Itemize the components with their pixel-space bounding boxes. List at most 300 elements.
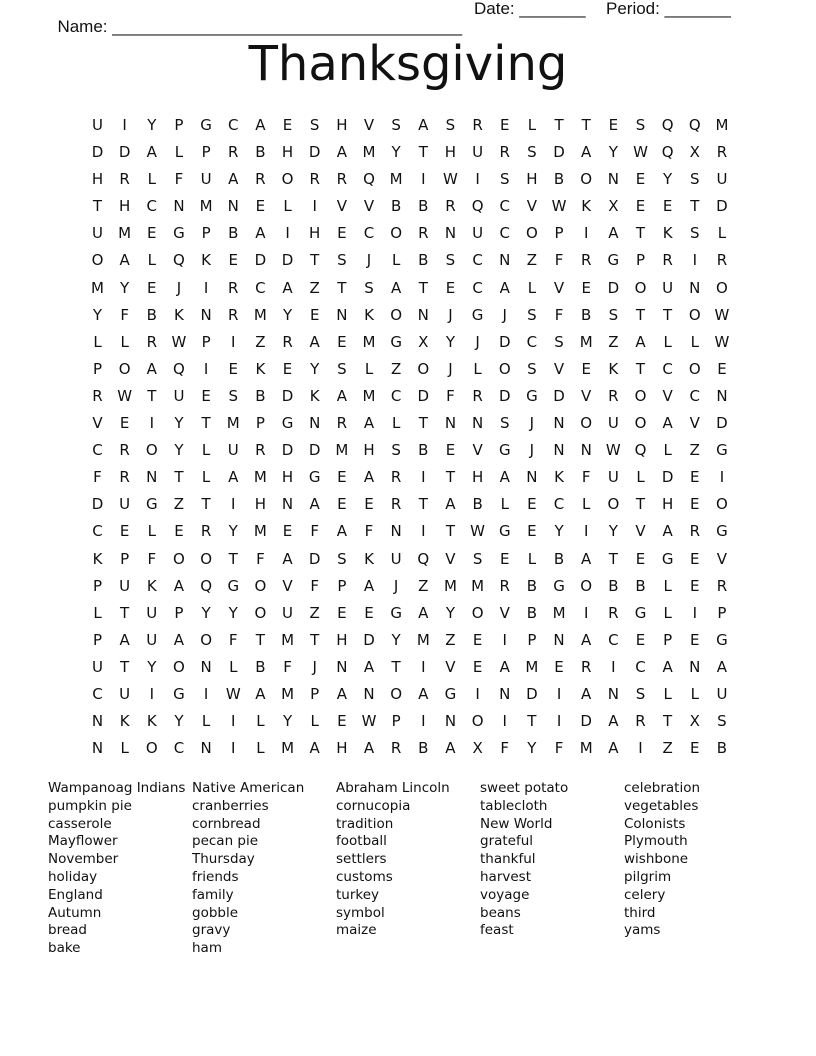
grid-letter[interactable]: B [418, 197, 429, 216]
grid-letter[interactable]: B [526, 603, 538, 622]
grid-letter[interactable]: T [690, 197, 700, 216]
grid-letter[interactable]: D [716, 197, 728, 216]
grid-letter[interactable]: N [146, 468, 158, 487]
grid-letter[interactable]: N [444, 712, 457, 731]
grid-letter[interactable]: R [228, 143, 239, 162]
grid-letter[interactable]: R [418, 224, 429, 243]
grid-letter[interactable]: K [364, 549, 374, 568]
grid-letter[interactable]: Z [526, 251, 538, 270]
grid-letter[interactable]: O [471, 712, 484, 731]
grid-letter[interactable]: M [362, 386, 376, 405]
grid-letter[interactable]: E [500, 116, 510, 134]
grid-letter[interactable]: I [421, 522, 426, 541]
grid-letter[interactable]: A [336, 684, 347, 703]
grid-letter[interactable]: O [607, 495, 620, 514]
grid-letter[interactable]: I [231, 332, 236, 351]
grid-letter[interactable]: O [390, 224, 403, 243]
grid-letter[interactable]: S [608, 305, 619, 324]
grid-letter[interactable]: O [634, 414, 647, 433]
grid-letter[interactable]: F [554, 739, 564, 758]
grid-letter[interactable]: E [337, 224, 347, 243]
grid-letter[interactable]: F [446, 386, 455, 405]
grid-letter[interactable]: E [445, 441, 456, 460]
grid-letter[interactable]: D [91, 495, 104, 514]
grid-letter[interactable]: S [337, 359, 347, 378]
grid-letter[interactable]: U [119, 495, 131, 514]
grid-letter[interactable]: Q [173, 251, 185, 270]
grid-letter[interactable]: H [119, 197, 131, 216]
grid-letter[interactable]: A [391, 278, 402, 297]
grid-letter[interactable]: G [444, 684, 457, 703]
grid-letter[interactable]: L [717, 224, 727, 243]
grid-letter[interactable]: N [553, 441, 565, 460]
grid-letter[interactable]: S [337, 549, 347, 568]
grid-letter[interactable]: P [391, 712, 401, 731]
grid-letter[interactable]: E [119, 522, 130, 541]
grid-letter[interactable]: L [120, 332, 129, 351]
grid-letter[interactable]: Y [310, 359, 320, 378]
grid-letter[interactable]: U [92, 116, 103, 134]
grid-letter[interactable]: T [201, 414, 211, 433]
grid-letter[interactable]: J [448, 305, 453, 324]
grid-letter[interactable]: A [363, 576, 375, 595]
grid-letter[interactable]: I [421, 712, 426, 731]
grid-letter[interactable]: N [417, 305, 429, 324]
grid-letter[interactable]: T [174, 468, 184, 487]
grid-letter[interactable]: A [282, 549, 293, 568]
grid-letter[interactable]: N [607, 170, 619, 189]
grid-letter[interactable]: N [336, 305, 348, 324]
grid-letter[interactable]: U [282, 603, 294, 622]
grid-letter[interactable]: J [366, 251, 372, 270]
grid-letter[interactable]: H [336, 739, 348, 758]
grid-letter[interactable]: Q [363, 170, 375, 189]
grid-letter[interactable]: R [608, 386, 619, 405]
grid-letter[interactable]: P [255, 414, 265, 433]
grid-letter[interactable]: V [635, 522, 646, 541]
grid-letter[interactable]: I [312, 197, 317, 216]
grid-letter[interactable]: E [527, 522, 537, 541]
grid-letter[interactable]: A [255, 684, 266, 703]
grid-letter[interactable]: I [203, 278, 209, 297]
grid-letter[interactable]: F [310, 576, 319, 595]
grid-letter[interactable]: B [228, 224, 239, 243]
grid-letter[interactable]: M [443, 576, 457, 595]
grid-letter[interactable]: C [472, 251, 483, 270]
grid-letter[interactable]: K [608, 359, 619, 378]
grid-letter[interactable]: B [472, 495, 483, 514]
grid-letter[interactable]: V [662, 386, 673, 405]
grid-letter[interactable]: O [173, 549, 185, 568]
grid-letter[interactable]: F [174, 170, 184, 189]
grid-letter[interactable]: G [716, 630, 728, 649]
grid-letter[interactable]: L [229, 657, 238, 676]
name-field-label[interactable]: Name: _____________________________________ [57, 17, 463, 36]
grid-letter[interactable]: C [92, 441, 103, 460]
grid-letter[interactable]: D [553, 386, 565, 405]
grid-letter[interactable]: I [231, 739, 236, 758]
grid-letter[interactable]: N [227, 197, 239, 216]
grid-letter[interactable]: H [662, 495, 674, 514]
grid-letter[interactable]: N [444, 414, 457, 433]
grid-letter[interactable]: V [282, 576, 293, 595]
grid-letter[interactable]: S [690, 170, 700, 189]
grid-letter[interactable]: N [499, 684, 511, 703]
grid-letter[interactable]: L [147, 522, 156, 541]
grid-letter[interactable]: Q [661, 116, 674, 134]
grid-letter[interactable]: D [91, 143, 104, 162]
grid-letter[interactable]: K [146, 712, 157, 731]
grid-letter[interactable]: M [362, 332, 376, 351]
grid-letter[interactable]: A [282, 278, 293, 297]
grid-letter[interactable]: W [605, 441, 621, 460]
grid-letter[interactable]: Y [608, 522, 618, 541]
grid-letter[interactable]: E [635, 197, 646, 216]
grid-letter[interactable]: X [608, 197, 619, 216]
grid-letter[interactable]: S [445, 251, 456, 270]
grid-letter[interactable]: M [281, 684, 295, 703]
grid-letter[interactable]: C [92, 684, 103, 703]
grid-letter[interactable]: Q [200, 576, 212, 595]
grid-letter[interactable]: T [635, 359, 646, 378]
grid-letter[interactable]: T [581, 116, 591, 134]
grid-letter[interactable]: K [119, 712, 130, 731]
grid-letter[interactable]: G [145, 495, 158, 514]
grid-letter[interactable]: G [200, 116, 212, 134]
grid-letter[interactable]: L [391, 251, 401, 270]
grid-letter[interactable]: N [607, 684, 619, 703]
grid-letter[interactable]: D [607, 278, 620, 297]
grid-letter[interactable]: M [226, 414, 240, 433]
grid-letter[interactable]: M [281, 739, 295, 758]
grid-letter[interactable]: L [690, 684, 699, 703]
grid-letter[interactable]: N [689, 657, 701, 676]
grid-letter[interactable]: J [502, 305, 507, 324]
grid-letter[interactable]: M [389, 170, 403, 189]
grid-letter[interactable]: V [553, 359, 565, 378]
grid-letter[interactable]: E [147, 278, 157, 297]
grid-letter[interactable]: K [92, 549, 103, 568]
grid-letter[interactable]: A [608, 739, 619, 758]
grid-letter[interactable]: G [553, 576, 565, 595]
grid-letter[interactable]: O [200, 549, 212, 568]
grid-letter[interactable]: V [499, 603, 510, 622]
grid-letter[interactable]: D [281, 386, 294, 405]
grid-letter[interactable]: U [662, 278, 674, 297]
grid-letter[interactable]: O [580, 576, 593, 595]
grid-letter[interactable]: X [472, 739, 483, 758]
grid-letter[interactable]: I [231, 495, 236, 514]
grid-letter[interactable]: I [692, 603, 698, 622]
grid-letter[interactable]: N [309, 414, 321, 433]
grid-letter[interactable]: L [93, 603, 102, 622]
grid-letter[interactable]: G [173, 684, 185, 703]
grid-letter[interactable]: E [228, 251, 238, 270]
grid-letter[interactable]: L [636, 468, 645, 487]
grid-letter[interactable]: I [421, 170, 426, 189]
grid-letter[interactable]: P [201, 143, 211, 162]
grid-letter[interactable]: A [119, 630, 130, 649]
grid-letter[interactable]: N [499, 251, 511, 270]
grid-letter[interactable]: U [716, 170, 728, 189]
grid-letter[interactable]: W [551, 197, 567, 216]
grid-letter[interactable]: L [310, 712, 319, 731]
grid-letter[interactable]: A [336, 386, 347, 405]
grid-letter[interactable]: E [282, 359, 293, 378]
grid-letter[interactable]: W [225, 684, 241, 703]
grid-letter[interactable]: S [445, 116, 456, 134]
grid-letter[interactable]: M [579, 332, 593, 351]
grid-letter[interactable]: U [92, 657, 103, 676]
grid-letter[interactable]: A [608, 224, 619, 243]
grid-letter[interactable]: U [472, 224, 484, 243]
grid-letter[interactable]: V [336, 197, 347, 216]
grid-letter[interactable]: D [281, 251, 294, 270]
grid-letter[interactable]: W [361, 712, 377, 731]
grid-letter[interactable]: L [500, 495, 509, 514]
grid-letter[interactable]: E [337, 712, 347, 731]
grid-letter[interactable]: D [661, 468, 674, 487]
grid-letter[interactable]: E [282, 116, 293, 134]
grid-letter[interactable]: N [553, 414, 565, 433]
grid-letter[interactable]: C [526, 332, 538, 351]
grid-letter[interactable]: T [255, 630, 265, 649]
grid-letter[interactable]: O [390, 305, 403, 324]
grid-letter[interactable]: I [475, 170, 480, 189]
grid-letter[interactable]: J [529, 441, 535, 460]
grid-letter[interactable]: S [690, 224, 700, 243]
grid-letter[interactable]: A [418, 684, 429, 703]
grid-letter[interactable]: Y [147, 657, 157, 676]
grid-letter[interactable]: C [472, 278, 483, 297]
grid-letter[interactable]: H [309, 224, 321, 243]
grid-letter[interactable]: R [689, 522, 701, 541]
grid-letter[interactable]: F [147, 549, 157, 568]
grid-letter[interactable]: E [500, 549, 510, 568]
grid-letter[interactable]: I [285, 224, 290, 243]
grid-letter[interactable]: C [635, 657, 646, 676]
grid-letter[interactable]: N [200, 657, 212, 676]
grid-letter[interactable]: E [581, 278, 591, 297]
grid-letter[interactable]: Z [608, 332, 619, 351]
grid-letter[interactable]: C [499, 197, 510, 216]
grid-letter[interactable]: A [363, 468, 375, 487]
grid-letter[interactable]: C [146, 197, 158, 216]
grid-letter[interactable]: G [390, 332, 402, 351]
grid-letter[interactable]: O [145, 441, 158, 460]
grid-letter[interactable]: V [445, 657, 456, 676]
grid-letter[interactable]: D [716, 414, 728, 433]
grid-letter[interactable]: A [445, 495, 456, 514]
grid-letter[interactable]: Y [527, 739, 537, 758]
grid-letter[interactable]: E [554, 657, 564, 676]
grid-letter[interactable]: T [445, 522, 456, 541]
grid-letter[interactable]: T [120, 603, 130, 622]
grid-letter[interactable]: A [662, 522, 673, 541]
grid-letter[interactable]: E [472, 630, 483, 649]
grid-letter[interactable]: P [92, 576, 103, 595]
grid-letter[interactable]: T [147, 386, 157, 405]
grid-letter[interactable]: W [117, 386, 133, 405]
grid-letter[interactable]: N [363, 684, 375, 703]
grid-letter[interactable]: T [608, 549, 618, 568]
grid-letter[interactable]: I [149, 414, 155, 433]
grid-letter[interactable]: K [662, 224, 673, 243]
grid-letter[interactable]: U [390, 549, 402, 568]
grid-letter[interactable]: L [391, 414, 401, 433]
grid-letter[interactable]: E [337, 495, 347, 514]
grid-letter[interactable]: T [92, 197, 103, 216]
grid-letter[interactable]: A [173, 630, 185, 649]
grid-letter[interactable]: Y [174, 712, 184, 731]
grid-letter[interactable]: C [363, 224, 375, 243]
grid-letter[interactable]: W [714, 305, 730, 324]
grid-letter[interactable]: K [364, 305, 374, 324]
grid-letter[interactable]: V [553, 278, 565, 297]
grid-letter[interactable]: U [607, 414, 619, 433]
grid-letter[interactable]: R [228, 305, 239, 324]
grid-letter[interactable]: Z [309, 603, 320, 622]
grid-letter[interactable]: A [635, 332, 646, 351]
grid-letter[interactable]: K [581, 197, 592, 216]
grid-letter[interactable]: A [146, 143, 157, 162]
grid-letter[interactable]: Z [418, 576, 429, 595]
grid-letter[interactable]: E [472, 657, 483, 676]
grid-letter[interactable]: M [253, 305, 267, 324]
grid-letter[interactable]: P [310, 684, 320, 703]
grid-letter[interactable]: P [663, 630, 673, 649]
grid-letter[interactable]: W [714, 332, 730, 351]
grid-letter[interactable]: L [283, 197, 292, 216]
grid-letter[interactable]: O [688, 359, 701, 378]
grid-letter[interactable]: A [228, 468, 239, 487]
grid-letter[interactable]: U [472, 143, 484, 162]
grid-letter[interactable]: E [527, 495, 537, 514]
grid-letter[interactable]: E [635, 549, 646, 568]
grid-letter[interactable]: E [608, 116, 619, 134]
grid-letter[interactable]: A [309, 739, 320, 758]
grid-letter[interactable]: L [582, 495, 591, 514]
grid-letter[interactable]: B [581, 305, 592, 324]
grid-letter[interactable]: F [364, 522, 374, 541]
grid-letter[interactable]: Y [147, 116, 157, 134]
grid-letter[interactable]: A [119, 251, 130, 270]
grid-letter[interactable]: T [445, 468, 456, 487]
date-field-label[interactable]: Date: _______ [474, 0, 586, 18]
grid-letter[interactable]: R [119, 170, 130, 189]
grid-letter[interactable]: D [363, 630, 375, 649]
grid-letter[interactable]: Y [445, 603, 456, 622]
grid-letter[interactable]: Z [255, 332, 266, 351]
grid-letter[interactable]: Y [663, 170, 673, 189]
grid-letter[interactable]: H [444, 143, 457, 162]
grid-letter[interactable]: R [716, 143, 728, 162]
grid-letter[interactable]: Y [120, 278, 130, 297]
grid-letter[interactable]: R [499, 143, 510, 162]
grid-letter[interactable]: P [635, 251, 646, 270]
grid-letter[interactable]: Y [174, 414, 184, 433]
grid-letter[interactable]: S [717, 712, 727, 731]
grid-letter[interactable]: K [255, 359, 266, 378]
grid-letter[interactable]: L [663, 576, 672, 595]
grid-letter[interactable]: N [336, 657, 348, 676]
grid-letter[interactable]: S [228, 386, 239, 405]
grid-letter[interactable]: R [580, 657, 592, 676]
grid-letter[interactable]: D [526, 684, 538, 703]
grid-letter[interactable]: J [312, 657, 317, 676]
grid-letter[interactable]: G [661, 549, 674, 568]
grid-letter[interactable]: G [390, 603, 402, 622]
grid-letter[interactable]: H [526, 170, 538, 189]
grid-letter[interactable]: E [255, 197, 266, 216]
grid-letter[interactable]: S [635, 684, 646, 703]
grid-letter[interactable]: I [719, 468, 725, 487]
grid-letter[interactable]: J [448, 359, 453, 378]
grid-letter[interactable]: S [309, 116, 320, 134]
grid-letter[interactable]: L [256, 739, 265, 758]
grid-letter[interactable]: J [475, 332, 480, 351]
grid-letter[interactable]: C [689, 386, 701, 405]
grid-letter[interactable]: O [254, 576, 267, 595]
grid-letter[interactable]: T [201, 495, 211, 514]
grid-letter[interactable]: P [201, 224, 211, 243]
grid-letter[interactable]: Y [391, 630, 401, 649]
grid-letter[interactable]: P [201, 332, 211, 351]
grid-letter[interactable]: R [390, 739, 402, 758]
grid-letter[interactable]: O [716, 495, 728, 514]
grid-letter[interactable]: Y [92, 305, 103, 324]
grid-letter[interactable]: Y [174, 441, 184, 460]
grid-letter[interactable]: Y [608, 143, 618, 162]
grid-letter[interactable]: F [310, 522, 319, 541]
grid-letter[interactable]: L [120, 739, 129, 758]
grid-letter[interactable]: A [445, 739, 456, 758]
grid-letter[interactable]: S [499, 170, 510, 189]
grid-letter[interactable]: I [203, 684, 209, 703]
grid-letter[interactable]: S [527, 359, 537, 378]
grid-letter[interactable]: O [200, 630, 212, 649]
grid-letter[interactable]: I [502, 712, 507, 731]
period-field-label[interactable]: Period: _______ [606, 0, 731, 18]
grid-letter[interactable]: A [662, 414, 673, 433]
grid-letter[interactable]: O [417, 359, 430, 378]
grid-letter[interactable]: F [554, 251, 564, 270]
grid-letter[interactable]: T [391, 657, 401, 676]
grid-letter[interactable]: N [281, 495, 294, 514]
grid-letter[interactable]: T [310, 251, 320, 270]
grid-letter[interactable]: X [689, 712, 700, 731]
grid-letter[interactable]: P [337, 576, 347, 595]
grid-letter[interactable]: L [690, 332, 699, 351]
grid-letter[interactable]: J [393, 576, 399, 595]
grid-letter[interactable]: A [255, 224, 266, 243]
grid-letter[interactable]: S [364, 278, 374, 297]
grid-letter[interactable]: D [308, 549, 321, 568]
grid-letter[interactable]: R [200, 522, 212, 541]
grid-letter[interactable]: K [201, 251, 212, 270]
grid-letter[interactable]: C [390, 386, 402, 405]
grid-letter[interactable]: R [119, 468, 130, 487]
grid-letter[interactable]: A [228, 170, 239, 189]
grid-letter[interactable]: R [472, 386, 483, 405]
grid-letter[interactable]: L [256, 712, 265, 731]
grid-letter[interactable]: W [443, 170, 458, 189]
grid-letter[interactable]: O [118, 359, 131, 378]
grid-letter[interactable]: O [471, 603, 484, 622]
grid-letter[interactable]: F [500, 739, 510, 758]
grid-letter[interactable]: I [475, 684, 480, 703]
grid-letter[interactable]: R [580, 251, 592, 270]
